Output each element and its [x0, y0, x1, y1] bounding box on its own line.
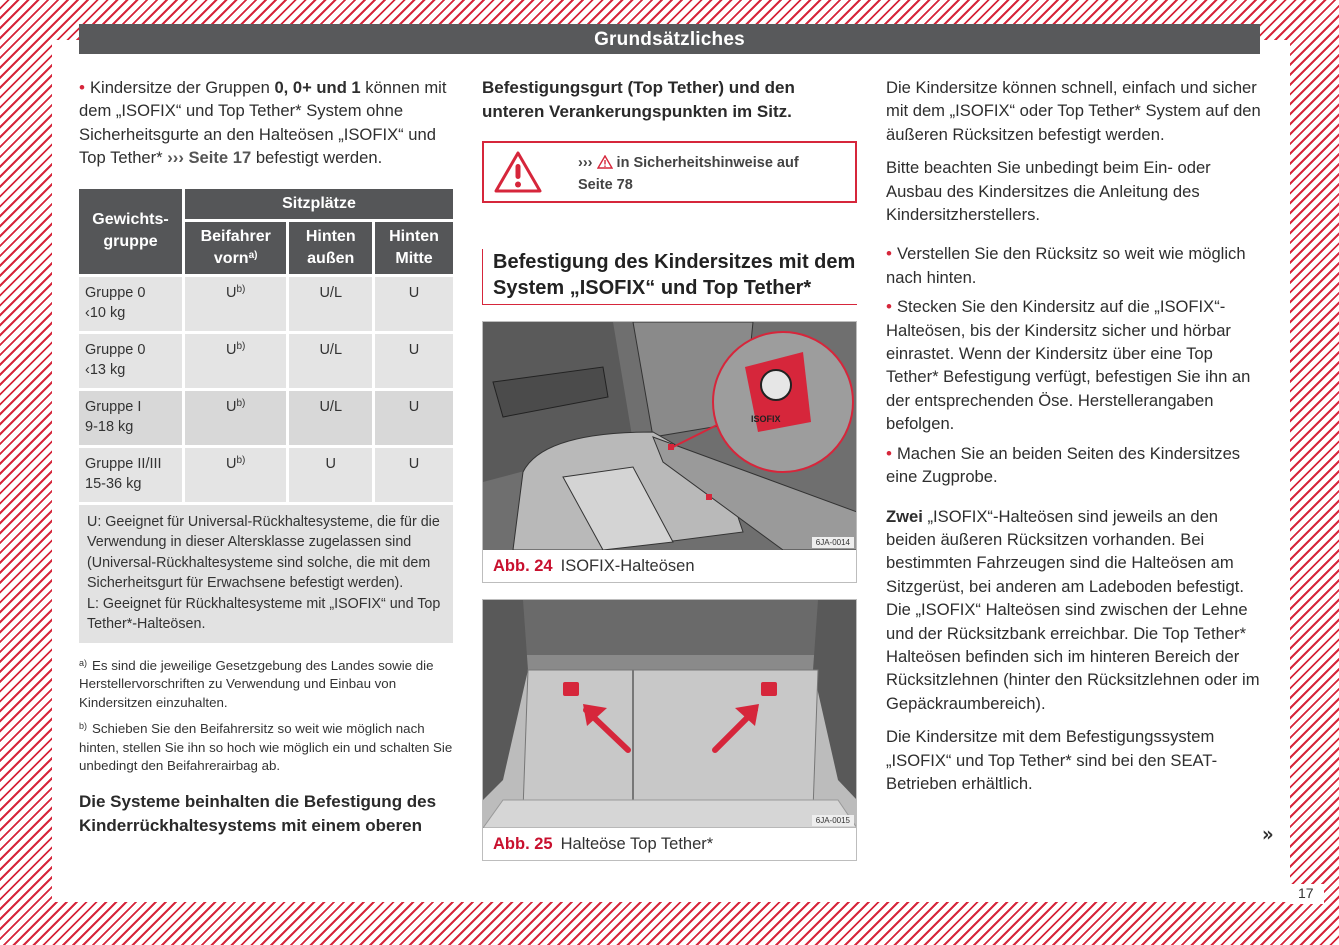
svg-text:ISOFIX: ISOFIX [751, 414, 781, 424]
paragraph: Die Kindersitze können schnell, einfach und sicher mit dem „ISOFIX“ oder Top Tether* System auf den äußeren Rücksitzen befestigt werden. [886, 78, 1261, 144]
systems-subhead: Die Systeme beinhalten die Befestigung des Kinderrückhaltesystems mit einem oberen [79, 791, 437, 835]
table-legend-note: U: Geeignet für Universal-Rückhaltesysteme, die für die Verwendung in dieser Altersklasse zugelassen sind (Universal-Rückhaltesysteme sind solche, die mit dem Sicherheitsgurt für Erwachsene befestigt werden). L: Geeignet für Rückhaltesysteme mit „ISOFIX“ und Top Tether*-Halteösen. [79, 505, 453, 643]
figure-code: 6JA-0014 [812, 537, 854, 548]
section-header: Grundsätzliches [79, 24, 1260, 54]
figure-caption: Abb. 24 ISOFIX-Halteösen [493, 557, 695, 575]
paragraph: Zwei „ISOFIX“-Halteösen sind jeweils an den beiden äußeren Rücksitzen vorhanden. Bei bestimmten Fahrzeugen sind die Halteösen am Sitzgerüst, bei anderen am Ladeboden befestigt. Die „ISOFIX“ Halteösen sind zwischen der Lehne und der Rücksitzbank erreichbar. Die Top Tether* Halteösen befinden sich im hinteren Bereich der Rücksitzlehnen (hinter den Rücksitzlehnen oder im Gepäckraumbereich). [886, 506, 1260, 713]
figure-25 [482, 599, 857, 861]
table-row: Gruppe 0 ‹13 kg $U^{b)}$ U/L U [79, 334, 453, 388]
intro-bullet: • Kindersitze der Gruppen 0, 0+ und 1 können mit dem „ISOFIX“ und Top Tether* System ohne Sicherheitsgurte an den Halteösen „ISOFIX“ und Top Tether* ››› Seite 17 befestigt werden. [79, 76, 453, 170]
top-tether-image [483, 600, 856, 828]
systems-subhead-continued: Befestigungsgurt (Top Tether) und den unteren Verankerungspunkten im Sitz. [482, 78, 795, 121]
header-sitzplaetze: Sitzplätze [185, 189, 453, 219]
warning-reference[interactable]: ››› in Sicherheitshinweise auf Seite 78 [578, 155, 799, 193]
header-beifahrer: Beifahrer vorn$^{a)}$ [185, 222, 286, 274]
figure-code: 6JA-0015 [812, 815, 854, 826]
seat-table [76, 186, 456, 505]
header-hinten-mitte: Hinten Mitte [375, 222, 453, 274]
warning-triangle-icon [493, 150, 543, 199]
footnote-b: $^{b)}$ Schieben Sie den Beifahrersitz so weit wie möglich nach hinten, stellen Sie ihn so hoch wie möglich ein und schalten Sie unbedingt den Beifahrerairbag ab. [79, 721, 453, 774]
continue-marker: » [1262, 822, 1274, 846]
paragraph: Die Kindersitze mit dem Befestigungssystem „ISOFIX“ und Top Tether* sind bei den SEAT-Betrieben erhältlich. [886, 727, 1218, 793]
warning-box [482, 141, 857, 203]
small-warning-icon [597, 155, 613, 175]
page-number: 17 [1298, 885, 1314, 901]
page-link[interactable]: ››› Seite 17 [167, 148, 252, 168]
paragraph: Bitte beachten Sie unbedingt beim Ein- oder Ausbau des Kindersitzes die Anleitung des Kindersitzherstellers. [886, 158, 1211, 225]
header-hinten-aussen: Hinten außen [289, 222, 372, 274]
instruction-bullet: • Machen Sie an beiden Seiten des Kindersitzes eine Zugprobe. [886, 442, 1261, 489]
column-right [886, 76, 1261, 795]
column-left [79, 76, 453, 838]
table-row: Gruppe 0 ‹10 kg $U^{b)}$ U/L U [79, 277, 453, 331]
instruction-bullet: • Verstellen Sie den Rücksitz so weit wie möglich nach hinten. [886, 242, 1261, 289]
figure-caption: Abb. 25 Halteöse Top Tether* [493, 835, 714, 853]
header-gewichtsgruppe: Gewichts-gruppe [79, 189, 182, 274]
instruction-bullet: • Stecken Sie den Kindersitz auf die „ISOFIX“-Halteösen, bis der Kindersitz sicher und hörbar einrastet. Wenn der Kindersitz über eine Top Tether* Befestigung verfügt, befestigen Sie ihn an der entsprechenden Öse. Herstellerangaben befolgen. [886, 295, 1261, 435]
table-row: Gruppe I 9-18 kg $U^{b)}$ U/L U [79, 391, 453, 445]
isofix-seat-image [483, 322, 856, 550]
footnote-a: $^{a)}$ Es sind die jeweilige Gesetzgebung des Landes sowie die Herstellervorschriften zu Verwendung und Einbau von Kindersitzen einzuhalten. [79, 657, 434, 710]
section-title: Befestigung des Kindersitzes mit dem System „ISOFIX“ und Top Tether* [482, 249, 857, 305]
table-row: Gruppe II/III 15-36 kg $U^{b)}$ U U [79, 448, 453, 502]
column-middle [482, 76, 857, 861]
figure-24 [482, 321, 857, 583]
